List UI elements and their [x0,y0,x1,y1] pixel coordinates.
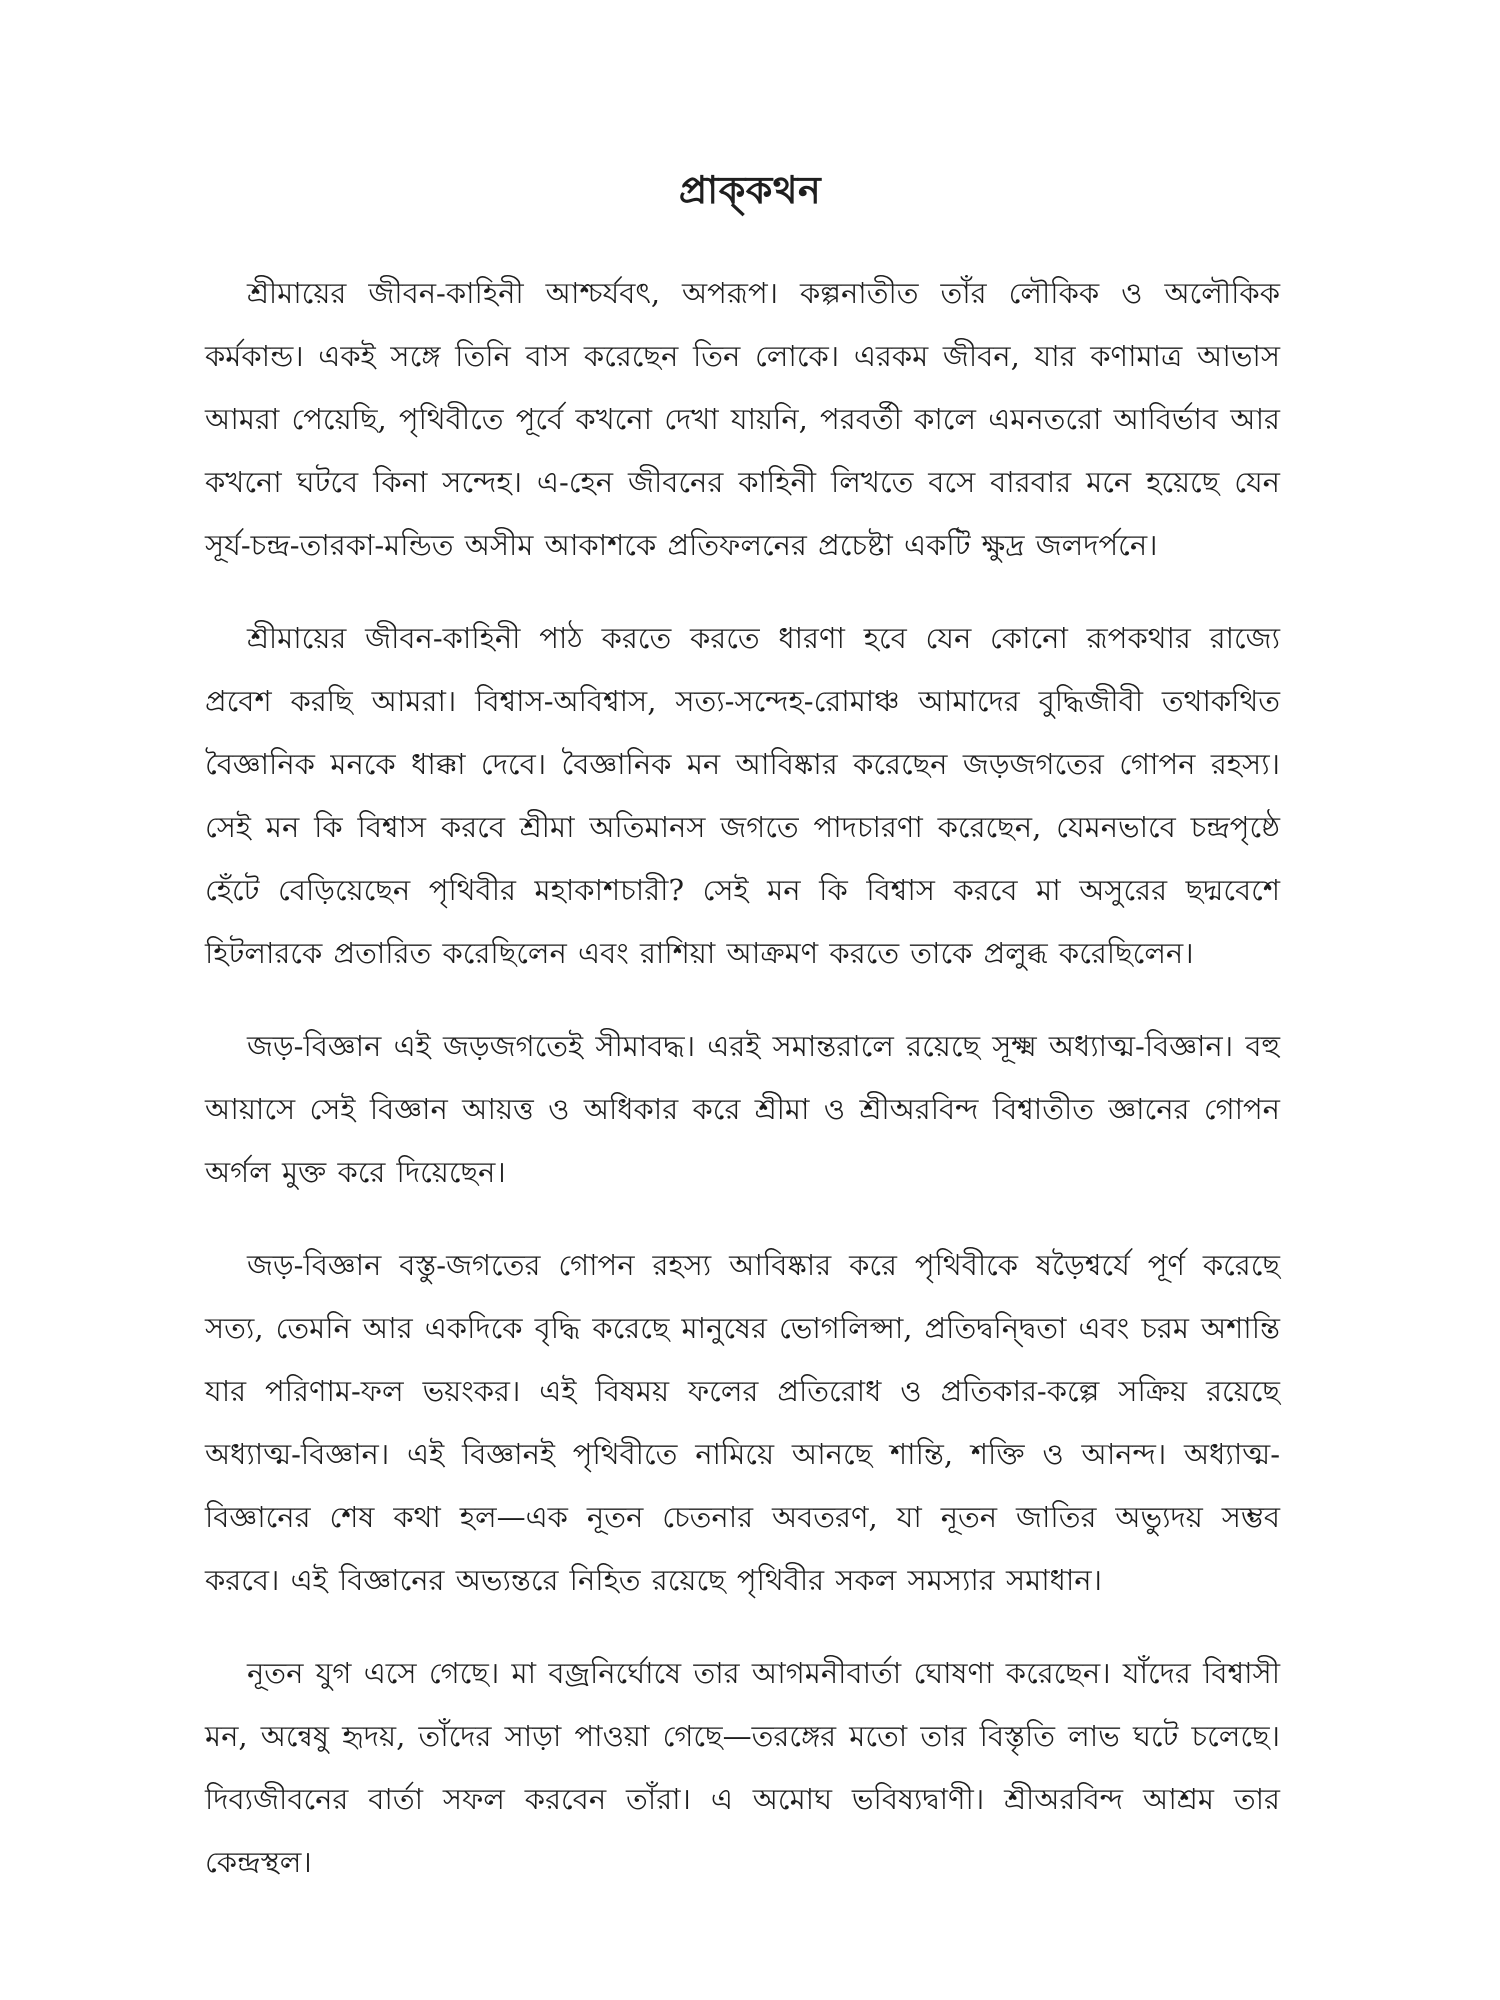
paragraph-5: নূতন যুগ এসে গেছে। মা বজ্রনির্ঘোষে তার আগমনীবার্তা ঘোষণা করেছেন। যাঁদের বিশ্বাসী মন, অন্বেষু হৃদয়, তাঁদের সাড়া পাওয়া গেছে—তরঙ্গের মতো তার বিস্তৃতি লাভ ঘটে চলেছে। দিব্যজীবনের বার্তা সফল করবেন তাঁরা। এ অমোঘ ভবিষ্যদ্বাণী। শ্রীঅরবিন্দ আশ্রম তার কেন্দ্রস্থল। [205,1656,1280,1879]
page-title: প্রাক্‌কথন [678,167,822,213]
paragraph-4: জড়-বিজ্ঞান বস্তু-জগতের গোপন রহস্য আবিষ্কার করে পৃথিবীকে ষড়ৈশ্বর্যে পূর্ণ করেছে সত্য, তেমনি আর একদিকে বৃদ্ধি করেছে মানুষের ভোগলিপ্সা, প্রতিদ্বন্দ্বিতা এবং চরম অশান্তি যার পরিণাম-ফল ভয়ংকর। এই বিষময় ফলের প্রতিরোধ ও প্রতিকার-কল্পে সক্রিয় রয়েছে অধ্যাত্ম-বিজ্ঞান। এই বিজ্ঞানই পৃথিবীতে নামিয়ে আনছে শান্তি, শক্তি ও আনন্দ। অধ্যাত্ম-বিজ্ঞানের শেষ কথা হল—এক নূতন চেতনার অবতরণ, যা নূতন জাতির অভ্যুদয় সম্ভব করবে। এই বিজ্ঞানের অভ্যন্তরে নিহিত রয়েছে পৃথিবীর সকল সমস্যার সমাধান। [205,1248,1280,1597]
paragraph-3: জড়-বিজ্ঞান এই জড়জগতেই সীমাবদ্ধ। এরই সমান্তরালে রয়েছে সূক্ষ্ম অধ্যাত্ম-বিজ্ঞান। বহু আয়াসে সেই বিজ্ঞান আয়ত্ত ও অধিকার করে শ্রীমা ও শ্রীঅরবিন্দ বিশ্বাতীত জ্ঞানের গোপন অর্গল মুক্ত করে দিয়েছেন। [205,1029,1280,1189]
paragraph-1: শ্রীমায়ের জীবন-কাহিনী আশ্চর্যবৎ, অপরূপ। কল্পনাতীত তাঁর লৌকিক ও অলৌকিক কর্মকান্ড। একই সঙ্গে তিনি বাস করেছেন তিন লোকে। এরকম জীবন, যার কণামাত্র আভাস আমরা পেয়েছি, পৃথিবীতে পূর্বে কখনো দেখা যায়নি, পরবর্তী কালে এমনতরো আবির্ভাব আর কখনো ঘটবে কিনা সন্দেহ। এ-হেন জীবনের কাহিনী লিখতে বসে বারবার মনে হয়েছে যেন সূর্য-চন্দ্র-তারকা-মন্ডিত অসীম আকাশকে প্রতিফলনের প্রচেষ্টা একটি ক্ষুদ্র জলদর্পনে। [205,276,1280,562]
body-text [205,262,1280,1924]
paragraph-2: শ্রীমায়ের জীবন-কাহিনী পাঠ করতে করতে ধারণা হবে যেন কোনো রূপকথার রাজ্যে প্রবেশ করছি আমরা। বিশ্বাস-অবিশ্বাস, সত্য-সন্দেহ-রোমাঞ্চ আমাদের বুদ্ধিজীবী তথাকথিত বৈজ্ঞানিক মনকে ধাক্কা দেবে। বৈজ্ঞানিক মন আবিষ্কার করেছেন জড়জগতের গোপন রহস্য। সেই মন কি বিশ্বাস করবে শ্রীমা অতিমানস জগতে পাদচারণা করেছেন, যেমনভাবে চন্দ্রপৃষ্ঠে হেঁটে বেড়িয়েছেন পৃথিবীর মহাকাশচারী? সেই মন কি বিশ্বাস করবে মা অসুরের ছদ্মবেশে হিটলারকে প্রতারিত করেছিলেন এবং রাশিয়া আক্রমণ করতে তাকে প্রলুব্ধ করেছিলেন। [205,621,1280,970]
